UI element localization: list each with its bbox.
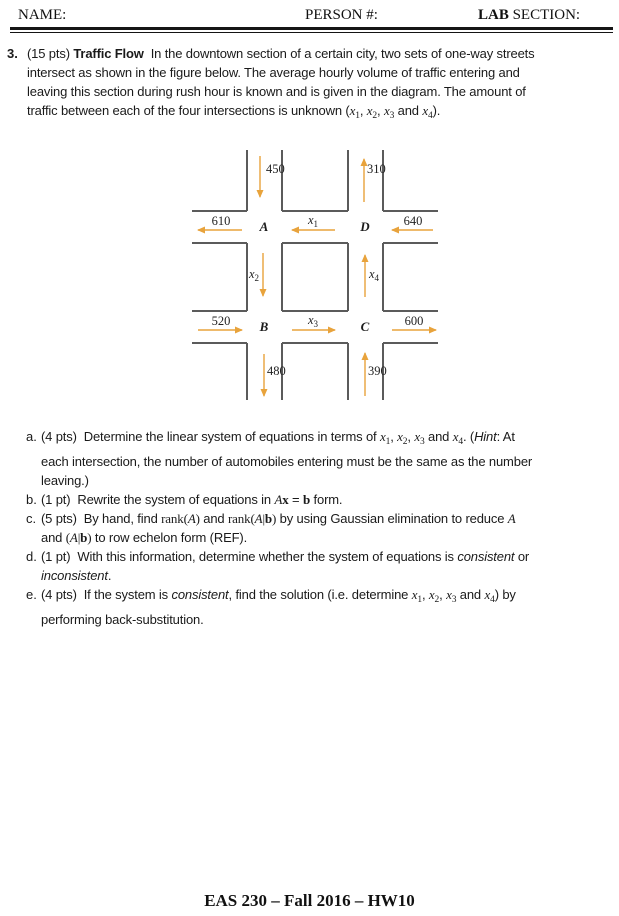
node-label-A: A	[259, 219, 269, 234]
flow-label-x3: $x_3$	[307, 313, 319, 329]
question-parts	[26, 427, 532, 629]
flow-label-310: 310	[367, 162, 386, 176]
node-label-D: D	[360, 219, 370, 234]
part-d-text: (1 pt) With this information, determine whether the system of equations is consistent or inconsistent.	[41, 549, 530, 583]
flow-label-610: 610	[211, 214, 231, 228]
part-b	[26, 490, 532, 509]
part-d-letter: d.	[26, 549, 37, 564]
part-a-text: (4 pts) Determine the linear system of equations in terms of $x_1$, $x_2$, $x_3$ and $x_4$. (Hint: At each intersection, the number of automobiles entering must be the same as the number leaving.)	[41, 429, 533, 488]
part-a-letter: a.	[26, 429, 37, 444]
header-rule	[10, 27, 613, 33]
part-c	[26, 509, 532, 547]
part-e-letter: e.	[26, 587, 37, 602]
lab-section-label: LAB SECTION:	[478, 7, 581, 23]
flow-label-x2: $x_2$	[248, 267, 260, 283]
problem-number: 3.	[7, 46, 18, 61]
flow-label-600: 600	[404, 314, 424, 328]
flow-label-450: 450	[266, 162, 285, 176]
flow-label-x4: $x_4$	[368, 267, 380, 283]
node-label-C: C	[360, 319, 370, 334]
node-label-B: B	[259, 319, 269, 334]
part-d	[26, 547, 532, 585]
part-b-letter: b.	[26, 492, 37, 507]
part-c-text: (5 pts) By hand, find rank(A) and rank(A|b) by using Gaussian elimination to reduce A and (A|b) to row echelon form (REF).	[41, 511, 516, 545]
course-footer: EAS 230 – Fall 2016 – HW10	[204, 891, 415, 910]
part-c-letter: c.	[26, 511, 37, 526]
flow-label-640: 640	[403, 214, 423, 228]
name-label: NAME:	[18, 7, 67, 23]
problem-intro: (15 pts) Traffic Flow In the downtown section of a certain city, two sets of one-way streets intersect as shown in the figure below. The average hourly volume of traffic entering and leaving this section during rush hour is known and is given in the diagram. The amount of traffic between each of the four intersections is unknown ($x_1$, $x_2$, $x_3$ and $x_4$).	[27, 46, 535, 121]
part-b-text: (1 pt) Rewrite the system of equations in Ax = b form.	[41, 492, 343, 507]
person-label: PERSON #:	[305, 7, 378, 23]
street-grid	[192, 150, 438, 400]
part-a	[26, 427, 532, 490]
flow-label-390: 390	[368, 364, 387, 378]
part-e	[26, 585, 532, 629]
part-e-text: (4 pts) If the system is consistent, find the solution (i.e. determine $x_1$, $x_2$, $x_3$ and $x_4$) by performing back-substitution.	[41, 587, 516, 627]
flow-label-520: 520	[211, 314, 231, 328]
flow-label-480: 480	[267, 364, 286, 378]
traffic-diagram	[0, 145, 619, 407]
diagram-canvas	[0, 145, 619, 407]
flow-label-x1: $x_1$	[307, 213, 319, 229]
